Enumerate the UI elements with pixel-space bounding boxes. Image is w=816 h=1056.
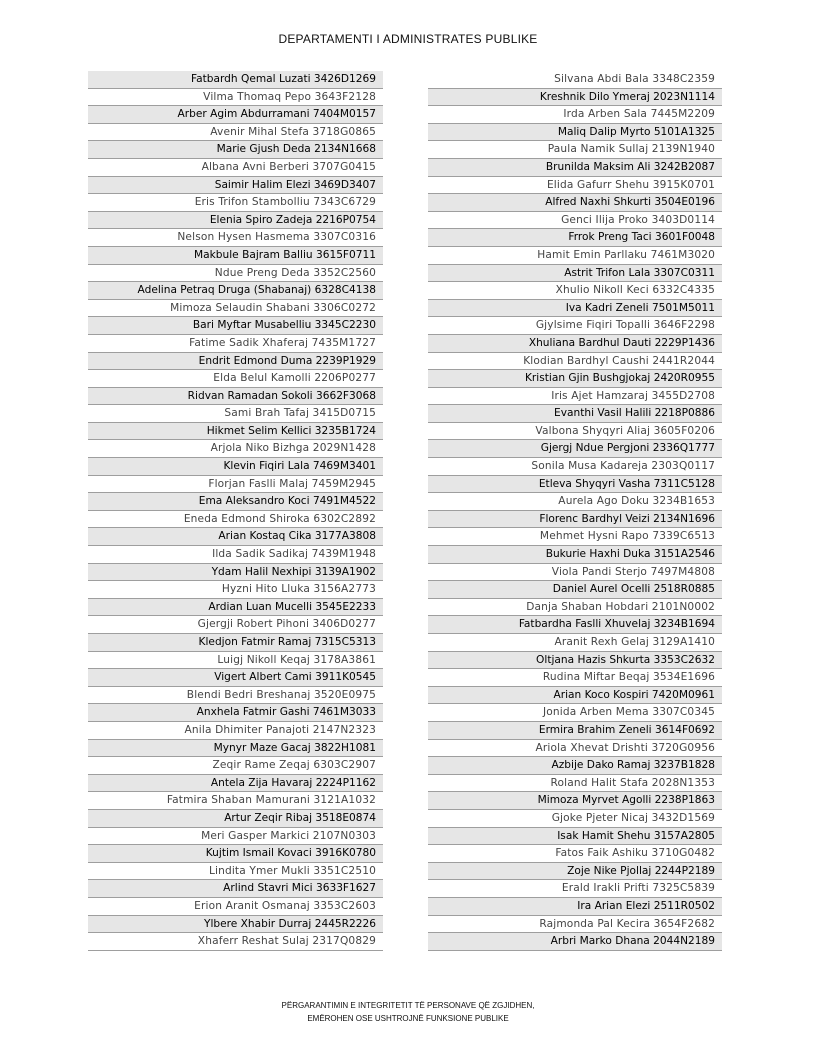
name-row: Anxhela Fatmir Gashi 7461M3033 — [88, 704, 383, 722]
footer — [0, 999, 816, 1025]
name-row: Etleva Shyqyri Vasha 7311C5128 — [428, 476, 722, 494]
name-row: Bari Myftar Musabelliu 3345C2230 — [88, 317, 383, 335]
name-row: Fatos Faik Ashiku 3710G0482 — [428, 845, 722, 863]
name-row: Florenc Bardhyl Veizi 2134N1696 — [428, 511, 722, 529]
name-row: Arbri Marko Dhana 2044N2189 — [428, 933, 722, 951]
name-row: Brunilda Maksim Ali 3242B2087 — [428, 159, 722, 177]
name-row: Luigj Nikoll Keqaj 3178A3861 — [88, 652, 383, 670]
name-row: Ermira Brahim Zeneli 3614F0692 — [428, 722, 722, 740]
name-row: Danja Shaban Hobdari 2101N0002 — [428, 599, 722, 617]
name-row: Iris Ajet Hamzaraj 3455D2708 — [428, 388, 722, 406]
name-row: Avenir Mihal Stefa 3718G0865 — [88, 124, 383, 142]
name-row: Genci Ilija Proko 3403D0114 — [428, 212, 722, 230]
name-row: Eris Trifon Stambolliu 7343C6729 — [88, 194, 383, 212]
name-row: Saimir Halim Elezi 3469D3407 — [88, 177, 383, 195]
name-row: Arber Agim Abdurramani 7404M0157 — [88, 106, 383, 124]
name-row: Antela Zija Havaraj 2224P1162 — [88, 775, 383, 793]
name-row: Kreshnik Dilo Ymeraj 2023N1114 — [428, 89, 722, 107]
name-row: Eneda Edmond Shiroka 6302C2892 — [88, 511, 383, 529]
left-name-column — [88, 71, 383, 951]
footer-line-1: PËRGARANTIMIN E INTEGRITETIT TË PERSONAVE QË ZGJIDHEN, — [281, 1001, 535, 1010]
name-row: Endrit Edmond Duma 2239P1929 — [88, 353, 383, 371]
name-row: Kledjon Fatmir Ramaj 7315C5313 — [88, 634, 383, 652]
name-row: Mehmet Hysni Rapo 7339C6513 — [428, 528, 722, 546]
name-row: Mynyr Maze Gacaj 3822H1081 — [88, 740, 383, 758]
name-row: Azbije Dako Ramaj 3237B1828 — [428, 757, 722, 775]
name-row: Roland Halit Stafa 2028N1353 — [428, 775, 722, 793]
name-row: Zoje Nike Pjollaj 2244P2189 — [428, 863, 722, 881]
page-title: DEPARTAMENTI I ADMINISTRATES PUBLIKE — [278, 32, 538, 46]
name-row: Fatbardha Faslli Xhuvelaj 3234B1694 — [428, 616, 722, 634]
name-row: Iva Kadri Zeneli 7501M5011 — [428, 300, 722, 318]
name-row: Hamit Emin Parllaku 7461M3020 — [428, 247, 722, 265]
name-row: Ariola Xhevat Drishti 3720G0956 — [428, 740, 722, 758]
name-row: Evanthi Vasil Halili 2218P0886 — [428, 405, 722, 423]
name-row: Paula Namik Sullaj 2139N1940 — [428, 141, 722, 159]
name-row: Nelson Hysen Hasmema 3307C0316 — [88, 229, 383, 247]
name-row: Hikmet Selim Kellici 3235B1724 — [88, 423, 383, 441]
name-row: Gjoke Pjeter Nicaj 3432D1569 — [428, 810, 722, 828]
name-row: Makbule Bajram Balliu 3615F0711 — [88, 247, 383, 265]
name-row: Aranit Rexh Gelaj 3129A1410 — [428, 634, 722, 652]
footer-line-2: EMËROHEN OSE USHTROJNË FUNKSIONE PUBLIKE — [307, 1014, 509, 1023]
name-row: Kristian Gjin Bushgjokaj 2420R0955 — [428, 370, 722, 388]
name-row: Arjola Niko Bizhga 2029N1428 — [88, 440, 383, 458]
name-row: Rudina Miftar Beqaj 3534E1696 — [428, 669, 722, 687]
name-row: Bukurie Haxhi Duka 3151A2546 — [428, 546, 722, 564]
name-row: Klevin Fiqiri Lala 7469M3401 — [88, 458, 383, 476]
name-row: Fatmira Shaban Mamurani 3121A1032 — [88, 792, 383, 810]
name-row: Rajmonda Pal Kecira 3654F2682 — [428, 916, 722, 934]
name-row: Vilma Thomaq Pepo 3643F2128 — [88, 89, 383, 107]
name-row: Isak Hamit Shehu 3157A2805 — [428, 828, 722, 846]
name-row: Marie Gjush Deda 2134N1668 — [88, 141, 383, 159]
name-row: Fatime Sadik Xhaferaj 7435M1727 — [88, 335, 383, 353]
name-row: Blendi Bedri Breshanaj 3520E0975 — [88, 687, 383, 705]
name-row: Lindita Ymer Mukli 3351C2510 — [88, 863, 383, 881]
name-row: Frrok Preng Taci 3601F0048 — [428, 229, 722, 247]
name-row: Erion Aranit Osmanaj 3353C2603 — [88, 898, 383, 916]
name-row: Florjan Faslli Malaj 7459M2945 — [88, 476, 383, 494]
name-row: Viola Pandi Sterjo 7497M4808 — [428, 564, 722, 582]
name-row: Ira Arian Elezi 2511R0502 — [428, 898, 722, 916]
name-row: Adelina Petraq Druga (Shabanaj) 6328C4138 — [88, 282, 383, 300]
name-row: Ema Aleksandro Koci 7491M4522 — [88, 493, 383, 511]
name-row: Anila Dhimiter Panajoti 2147N2323 — [88, 722, 383, 740]
name-row: Ylbere Xhabir Durraj 2445R2226 — [88, 916, 383, 934]
name-row: Mimoza Myrvet Agolli 2238P1863 — [428, 792, 722, 810]
name-row: Valbona Shyqyri Aliaj 3605F0206 — [428, 423, 722, 441]
name-row: Daniel Aurel Ocelli 2518R0885 — [428, 581, 722, 599]
name-row: Mimoza Selaudin Shabani 3306C0272 — [88, 300, 383, 318]
name-row: Jonida Arben Mema 3307C0345 — [428, 704, 722, 722]
name-row: Xhaferr Reshat Sulaj 2317Q0829 — [88, 933, 383, 951]
name-row: Arian Koco Kospiri 7420M0961 — [428, 687, 722, 705]
name-row: Erald Irakli Prifti 7325C5839 — [428, 880, 722, 898]
name-row: Klodian Bardhyl Caushi 2441R2044 — [428, 353, 722, 371]
name-row: Irda Arben Sala 7445M2209 — [428, 106, 722, 124]
name-row: Vigert Albert Cami 3911K0545 — [88, 669, 383, 687]
name-row: Sami Brah Tafaj 3415D0715 — [88, 405, 383, 423]
name-row: Elida Gafurr Shehu 3915K0701 — [428, 177, 722, 195]
name-row: Ndue Preng Deda 3352C2560 — [88, 265, 383, 283]
name-row: Kujtim Ismail Kovaci 3916K0780 — [88, 845, 383, 863]
name-row: Xhuliana Bardhul Dauti 2229P1436 — [428, 335, 722, 353]
name-row: Elenia Spiro Zadeja 2216P0754 — [88, 212, 383, 230]
name-row: Hyzni Hito Lluka 3156A2773 — [88, 581, 383, 599]
name-row: Oltjana Hazis Shkurta 3353C2632 — [428, 652, 722, 670]
name-row: Sonila Musa Kadareja 2303Q0117 — [428, 458, 722, 476]
name-row: Alfred Naxhi Shkurti 3504E0196 — [428, 194, 722, 212]
name-row: Gjergj Ndue Pergjoni 2336Q1777 — [428, 440, 722, 458]
name-row: Fatbardh Qemal Luzati 3426D1269 — [88, 71, 383, 89]
name-row: Astrit Trifon Lala 3307C0311 — [428, 265, 722, 283]
name-row: Gjylsime Fiqiri Topalli 3646F2298 — [428, 317, 722, 335]
name-row: Xhulio Nikoll Keci 6332C4335 — [428, 282, 722, 300]
right-name-column — [428, 71, 722, 951]
name-row: Meri Gasper Markici 2107N0303 — [88, 828, 383, 846]
name-row: Gjergji Robert Pihoni 3406D0277 — [88, 616, 383, 634]
name-row: Arlind Stavri Mici 3633F1627 — [88, 880, 383, 898]
name-row: Ilda Sadik Sadikaj 7439M1948 — [88, 546, 383, 564]
name-row: Ridvan Ramadan Sokoli 3662F3068 — [88, 388, 383, 406]
name-row: Albana Avni Berberi 3707G0415 — [88, 159, 383, 177]
name-row: Arian Kostaq Cika 3177A3808 — [88, 528, 383, 546]
name-row: Ydam Halil Nexhipi 3139A1902 — [88, 564, 383, 582]
name-row: Artur Zeqir Ribaj 3518E0874 — [88, 810, 383, 828]
name-row: Maliq Dalip Myrto 5101A1325 — [428, 124, 722, 142]
name-row: Elda Belul Kamolli 2206P0277 — [88, 370, 383, 388]
name-row: Silvana Abdi Bala 3348C2359 — [428, 71, 722, 89]
name-row: Zeqir Rame Zeqaj 6303C2907 — [88, 757, 383, 775]
name-row: Ardian Luan Mucelli 3545E2233 — [88, 599, 383, 617]
name-row: Aurela Ago Doku 3234B1653 — [428, 493, 722, 511]
